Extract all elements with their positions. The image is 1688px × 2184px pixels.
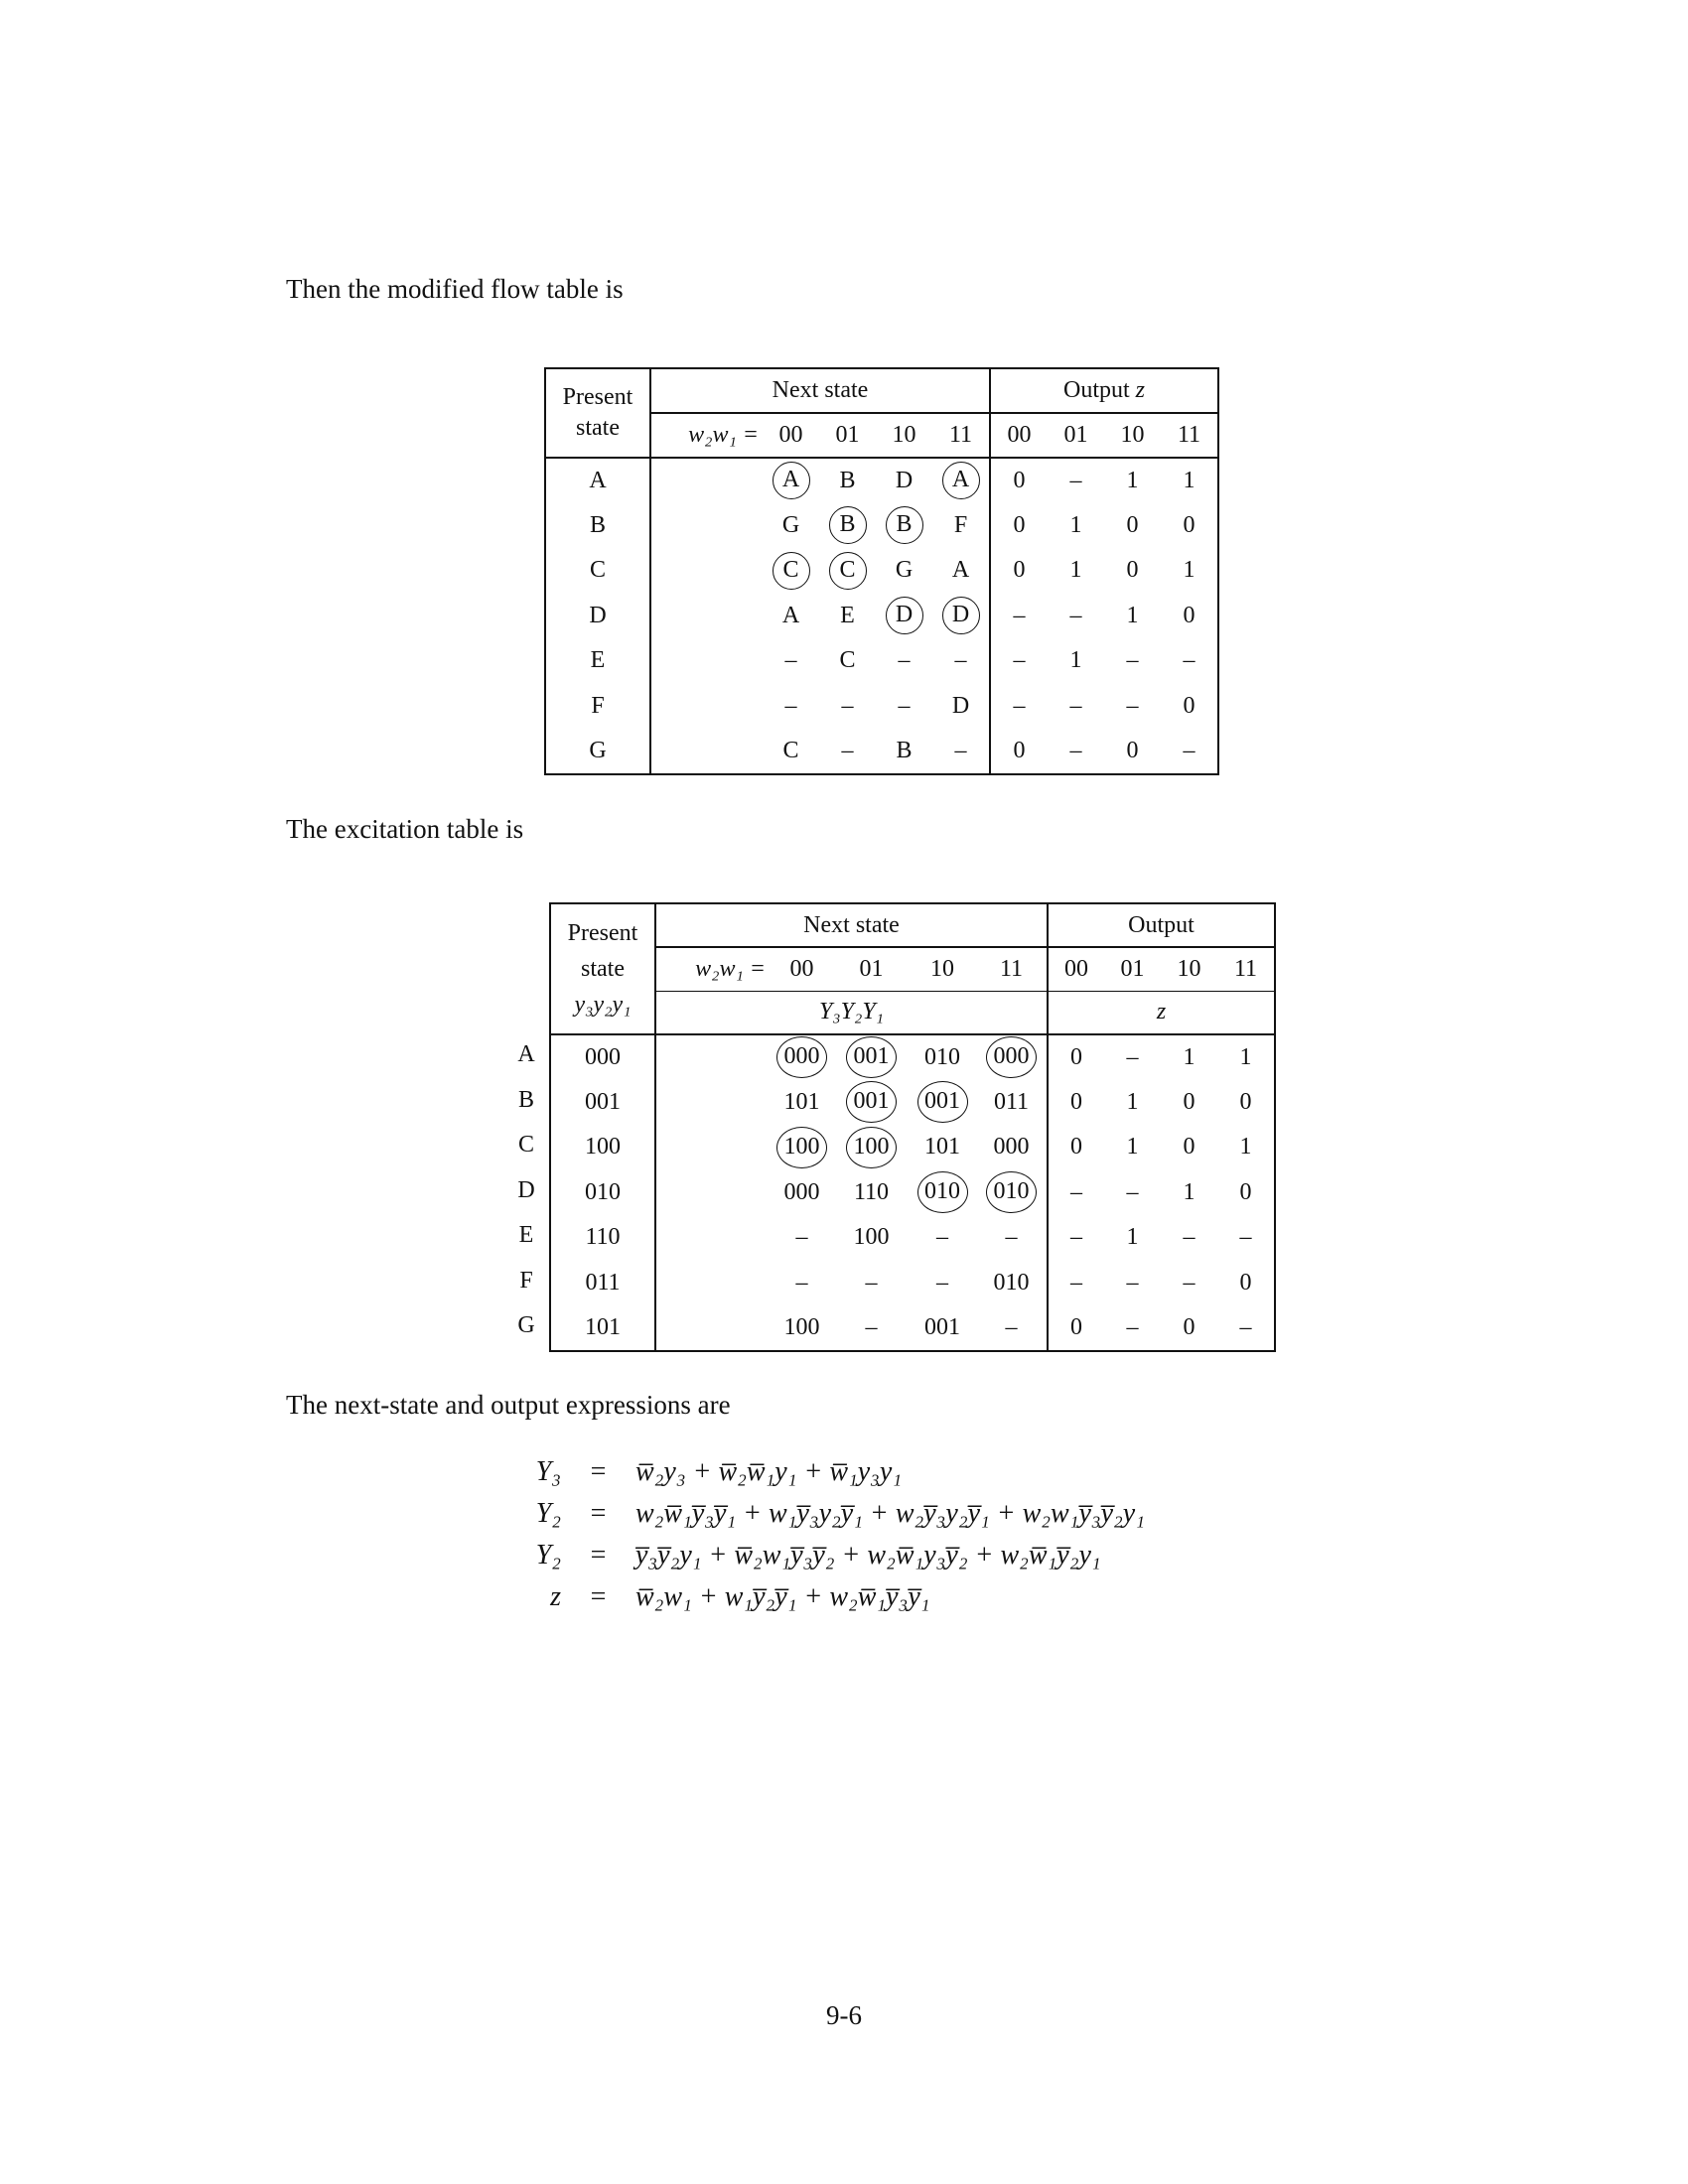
stable-state-circle: C	[773, 552, 810, 590]
ex-out-col-01: 01	[1104, 947, 1161, 991]
excitation-row-b	[550, 1080, 1275, 1126]
output-cell: 1	[1069, 647, 1082, 674]
stable-state-circle: 001	[846, 1081, 897, 1123]
output-cell: –	[1239, 1224, 1252, 1251]
next-state-code-cell: 011	[993, 1088, 1030, 1115]
output-cell: 0	[1183, 1313, 1196, 1340]
output-cell: –	[990, 594, 1048, 639]
row-spacer	[650, 548, 763, 594]
output-cell: 0	[990, 548, 1048, 594]
output-cell: 0	[1048, 1080, 1104, 1126]
equation-row	[496, 1451, 1145, 1493]
next-state-code-cell: 010	[993, 1269, 1030, 1296]
output-cell: 1	[1183, 467, 1196, 493]
next-state-code-cell: –	[865, 1313, 878, 1340]
stable-state-circle: B	[886, 506, 923, 544]
next-state-cell: G	[895, 557, 914, 584]
output-cell: 1	[1126, 1224, 1139, 1251]
next-state-cell: E	[840, 602, 855, 628]
equals-sign: =	[590, 1581, 607, 1612]
flow-row-d	[545, 594, 1218, 639]
excitation-row-label: A	[517, 1041, 535, 1067]
present-state-cell: A	[589, 467, 607, 493]
output-cell: 0	[1183, 602, 1196, 628]
row-spacer	[655, 1170, 770, 1216]
equation-lhs: Y₃	[535, 1456, 561, 1487]
output-cell: 0	[990, 458, 1048, 503]
next-state-code-cell: 101	[924, 1134, 960, 1160]
output-cell: –	[1183, 1224, 1196, 1251]
output-cell: –	[1183, 1269, 1196, 1296]
stable-state-circle: B	[829, 506, 867, 544]
next-state-code-cell	[909, 1080, 976, 1126]
output-cell: 1	[1069, 511, 1082, 538]
equation-lhs: z	[550, 1581, 561, 1612]
output-cell: 0	[1183, 1088, 1196, 1115]
flow-row-g	[545, 729, 1218, 774]
state-code-cell: 110	[585, 1224, 621, 1251]
equals-sign: =	[590, 1498, 607, 1529]
flow-row-f	[545, 684, 1218, 730]
row-spacer	[655, 1215, 770, 1261]
ex-w-label: w₂w₁ =	[655, 947, 770, 991]
output-z-header: Output z	[990, 368, 1218, 413]
row-spacer	[650, 458, 763, 503]
intro-expressions-text: The next-state and output expressions are	[286, 1390, 731, 1420]
output-cell: 0	[1048, 1125, 1104, 1170]
row-spacer	[650, 503, 763, 549]
row-spacer	[650, 638, 763, 684]
output-cell: 1	[1239, 1134, 1252, 1160]
output-cell: –	[1048, 1170, 1104, 1216]
stable-state-circle: 100	[776, 1127, 827, 1168]
present-state-cell: F	[591, 692, 605, 719]
state-code-cell: 100	[585, 1134, 621, 1160]
next-state-cell: –	[784, 692, 797, 719]
next-state-code-cell: –	[865, 1269, 878, 1296]
ex-out-col-10: 10	[1161, 947, 1217, 991]
next-state-code-cell: 010	[924, 1043, 960, 1070]
output-cell: 0	[1183, 511, 1196, 538]
output-cell: 0	[1239, 1269, 1252, 1296]
output-cell: 1	[1183, 1043, 1196, 1070]
next-state-code-cell	[976, 1170, 1048, 1216]
ns-col-01: 01	[819, 413, 876, 458]
ns-col-11: 11	[932, 413, 990, 458]
next-state-cell: D	[951, 692, 970, 719]
equations-block	[496, 1451, 1145, 1618]
ex-ns-col-11: 11	[976, 947, 1048, 991]
ex-next-state-header: Next state	[655, 903, 1048, 947]
stable-state-circle: A	[773, 462, 810, 499]
excitation-row-label: D	[517, 1176, 535, 1203]
next-state-cell	[819, 548, 876, 594]
output-cell: –	[1069, 737, 1082, 763]
next-state-code-cell: –	[795, 1269, 808, 1296]
excitation-row-label: E	[518, 1222, 534, 1248]
output-cell: 1	[1126, 1134, 1139, 1160]
excitation-row-c	[550, 1125, 1275, 1170]
ex-next-vars: Y₃Y₂Y₁	[655, 991, 1048, 1034]
next-state-code-cell: 001	[924, 1313, 960, 1340]
ex-ns-col-00: 00	[770, 947, 834, 991]
output-cell: –	[1126, 1178, 1139, 1205]
row-spacer	[650, 594, 763, 639]
equation-lhs: Y₂	[535, 1540, 561, 1570]
next-state-cell: –	[841, 737, 854, 763]
next-state-cell	[763, 548, 819, 594]
next-state-cell: –	[898, 647, 911, 674]
excitation-table	[549, 902, 1276, 1352]
stable-state-circle: C	[829, 552, 867, 590]
row-spacer	[650, 729, 763, 774]
next-state-cell: A	[781, 602, 800, 628]
output-cell: –	[1048, 1261, 1104, 1306]
next-state-cell: C	[839, 647, 856, 674]
ex-output-var: z	[1048, 991, 1275, 1034]
output-cell: 1	[1183, 1178, 1196, 1205]
next-state-code-cell	[909, 1170, 976, 1216]
equation-lhs: Y₂	[535, 1498, 561, 1529]
stable-state-circle: A	[942, 462, 980, 499]
output-cell: 0	[1183, 1134, 1196, 1160]
ns-col-00: 00	[763, 413, 819, 458]
next-state-code-cell: –	[795, 1224, 808, 1251]
out-col-00: 00	[990, 413, 1048, 458]
next-state-cell: C	[782, 737, 799, 763]
next-state-cell	[932, 594, 990, 639]
excitation-row-label: C	[517, 1132, 534, 1158]
output-cell: 1	[1126, 467, 1139, 493]
equals-sign: =	[590, 1540, 607, 1570]
equation-row	[496, 1535, 1145, 1576]
next-state-cell	[932, 458, 990, 503]
equation-rhs: w̅₂y₃ + w̅₂w̅₁y₁ + w̅₁y₃y₁	[635, 1456, 903, 1487]
present-state-cell: C	[589, 557, 606, 584]
next-state-code-cell: 110	[853, 1178, 890, 1205]
output-cell: 0	[1126, 737, 1139, 763]
next-state-code-cell: 100	[783, 1313, 820, 1340]
next-state-cell	[876, 503, 932, 549]
output-cell: 0	[1048, 1034, 1104, 1080]
next-state-code-cell: –	[936, 1224, 948, 1251]
excitation-row-label: F	[519, 1267, 533, 1294]
flow-row-e	[545, 638, 1218, 684]
output-cell: 0	[1239, 1088, 1252, 1115]
output-cell: –	[1048, 1215, 1104, 1261]
output-cell: 0	[1239, 1178, 1252, 1205]
present-state-cell: B	[589, 511, 606, 538]
output-cell: 1	[1239, 1043, 1252, 1070]
next-state-header: Next state	[650, 368, 990, 413]
output-cell: –	[1183, 647, 1196, 674]
next-state-code-cell: –	[936, 1269, 948, 1296]
present-state-cell: G	[589, 737, 607, 763]
output-cell: –	[1126, 1269, 1139, 1296]
ex-ns-col-01: 01	[834, 947, 909, 991]
flow-table	[544, 367, 1219, 775]
next-state-code-cell: –	[1005, 1224, 1018, 1251]
equation-row	[496, 1493, 1145, 1535]
next-state-code-cell: 100	[853, 1224, 890, 1251]
stable-state-circle: D	[942, 597, 980, 634]
stable-state-circle: 010	[917, 1171, 968, 1213]
output-cell: 0	[990, 729, 1048, 774]
next-state-cell: F	[953, 511, 968, 538]
stable-state-circle: 010	[986, 1171, 1037, 1213]
out-col-10: 10	[1104, 413, 1161, 458]
excitation-row-g	[550, 1305, 1275, 1351]
excitation-row-label: G	[517, 1312, 535, 1338]
excitation-row-a	[550, 1034, 1275, 1080]
next-state-code-cell	[976, 1034, 1048, 1080]
excitation-row-f	[550, 1261, 1275, 1306]
flow-row-b	[545, 503, 1218, 549]
page-number: 9-6	[826, 2000, 862, 2030]
present-state-cell: E	[590, 647, 606, 674]
output-cell: –	[1126, 1043, 1139, 1070]
present-state-cell: D	[589, 602, 607, 628]
next-state-cell: G	[781, 511, 800, 538]
ex-present-state-header: Present state y₃y₂y₁	[550, 903, 655, 1034]
next-state-code-cell: –	[1005, 1313, 1018, 1340]
excitation-row-label: B	[517, 1086, 534, 1113]
stable-state-circle: D	[886, 597, 923, 634]
equation-rhs: y̅₃y̅₂y₁ + w̅₂w₁y̅₃y̅₂ + w₂w̅₁y₃y̅₂ + w₂w̅₁y̅₂y₁	[635, 1540, 1101, 1570]
row-spacer	[655, 1080, 770, 1126]
state-code-cell: 000	[585, 1043, 621, 1070]
output-cell: –	[1069, 467, 1082, 493]
equation-rhs: w̅₂w₁ + w₁y̅₂y̅₁ + w₂w̅₁y̅₃y̅₁	[635, 1581, 930, 1612]
stable-state-circle: 000	[776, 1036, 827, 1078]
ex-out-col-11: 11	[1217, 947, 1275, 991]
stable-state-circle: 100	[846, 1127, 897, 1168]
next-state-code-cell	[834, 1080, 909, 1126]
equals-sign: =	[590, 1456, 607, 1487]
output-cell: –	[1183, 737, 1196, 763]
row-spacer	[655, 1305, 770, 1351]
state-code-cell: 011	[585, 1269, 621, 1296]
output-cell: 1	[1126, 602, 1139, 628]
output-cell: –	[1126, 692, 1139, 719]
next-state-code-cell	[770, 1034, 834, 1080]
next-state-code-cell	[834, 1125, 909, 1170]
output-cell: –	[1126, 1313, 1139, 1340]
state-code-cell: 010	[585, 1178, 621, 1205]
excitation-row-e	[550, 1215, 1275, 1261]
w-label: w₂w₁ =	[650, 413, 763, 458]
next-state-cell: –	[954, 647, 967, 674]
stable-state-circle: 000	[986, 1036, 1037, 1078]
next-state-code-cell: 000	[783, 1178, 820, 1205]
next-state-cell: –	[784, 647, 797, 674]
next-state-cell	[819, 503, 876, 549]
row-spacer	[655, 1125, 770, 1170]
out-col-11: 11	[1161, 413, 1218, 458]
next-state-cell: –	[841, 692, 854, 719]
next-state-cell: –	[898, 692, 911, 719]
output-cell: –	[1126, 647, 1139, 674]
equation-row	[496, 1576, 1145, 1618]
next-state-code-cell	[834, 1034, 909, 1080]
next-state-cell: B	[896, 737, 913, 763]
output-cell: 0	[1126, 511, 1139, 538]
output-cell: –	[1239, 1313, 1252, 1340]
row-spacer	[655, 1261, 770, 1306]
next-state-code-cell: 101	[783, 1088, 820, 1115]
output-cell: –	[990, 638, 1048, 684]
next-state-cell: –	[954, 737, 967, 763]
next-state-cell	[876, 594, 932, 639]
state-code-cell: 001	[585, 1088, 621, 1115]
excitation-row-d	[550, 1170, 1275, 1216]
output-cell: –	[1069, 602, 1082, 628]
next-state-code-cell: 000	[993, 1134, 1030, 1160]
output-cell: –	[1069, 692, 1082, 719]
ex-output-header: Output	[1048, 903, 1275, 947]
out-col-01: 01	[1048, 413, 1104, 458]
next-state-cell: B	[839, 467, 856, 493]
row-spacer	[650, 684, 763, 730]
output-cell: 0	[1126, 557, 1139, 584]
state-code-cell: 101	[585, 1313, 621, 1340]
next-state-cell: A	[951, 557, 970, 584]
output-cell: 0	[990, 503, 1048, 549]
output-cell: 1	[1183, 557, 1196, 584]
stable-state-circle: 001	[846, 1036, 897, 1078]
ns-col-10: 10	[876, 413, 932, 458]
output-cell: 0	[1183, 692, 1196, 719]
flow-row-a	[545, 458, 1218, 503]
ex-ns-col-10: 10	[909, 947, 976, 991]
next-state-cell	[763, 458, 819, 503]
intro-flow-text: Then the modified flow table is	[286, 274, 624, 304]
row-spacer	[655, 1034, 770, 1080]
present-state-header: Present state	[545, 368, 650, 458]
output-cell: 0	[1048, 1305, 1104, 1351]
next-state-cell: D	[895, 467, 914, 493]
next-state-code-cell	[770, 1125, 834, 1170]
intro-excitation-text: The excitation table is	[286, 814, 524, 844]
equation-rhs: w₂w̅₁y̅₃y̅₁ + w₁y̅₃y₂y̅₁ + w₂y̅₃y₂y̅₁ + w₂w₁y̅₃y̅₂y₁	[635, 1498, 1145, 1529]
stable-state-circle: 001	[917, 1081, 968, 1123]
output-cell: –	[990, 684, 1048, 730]
output-cell: 1	[1126, 1088, 1139, 1115]
flow-row-c	[545, 548, 1218, 594]
output-cell: 1	[1069, 557, 1082, 584]
ex-out-col-00: 00	[1048, 947, 1104, 991]
